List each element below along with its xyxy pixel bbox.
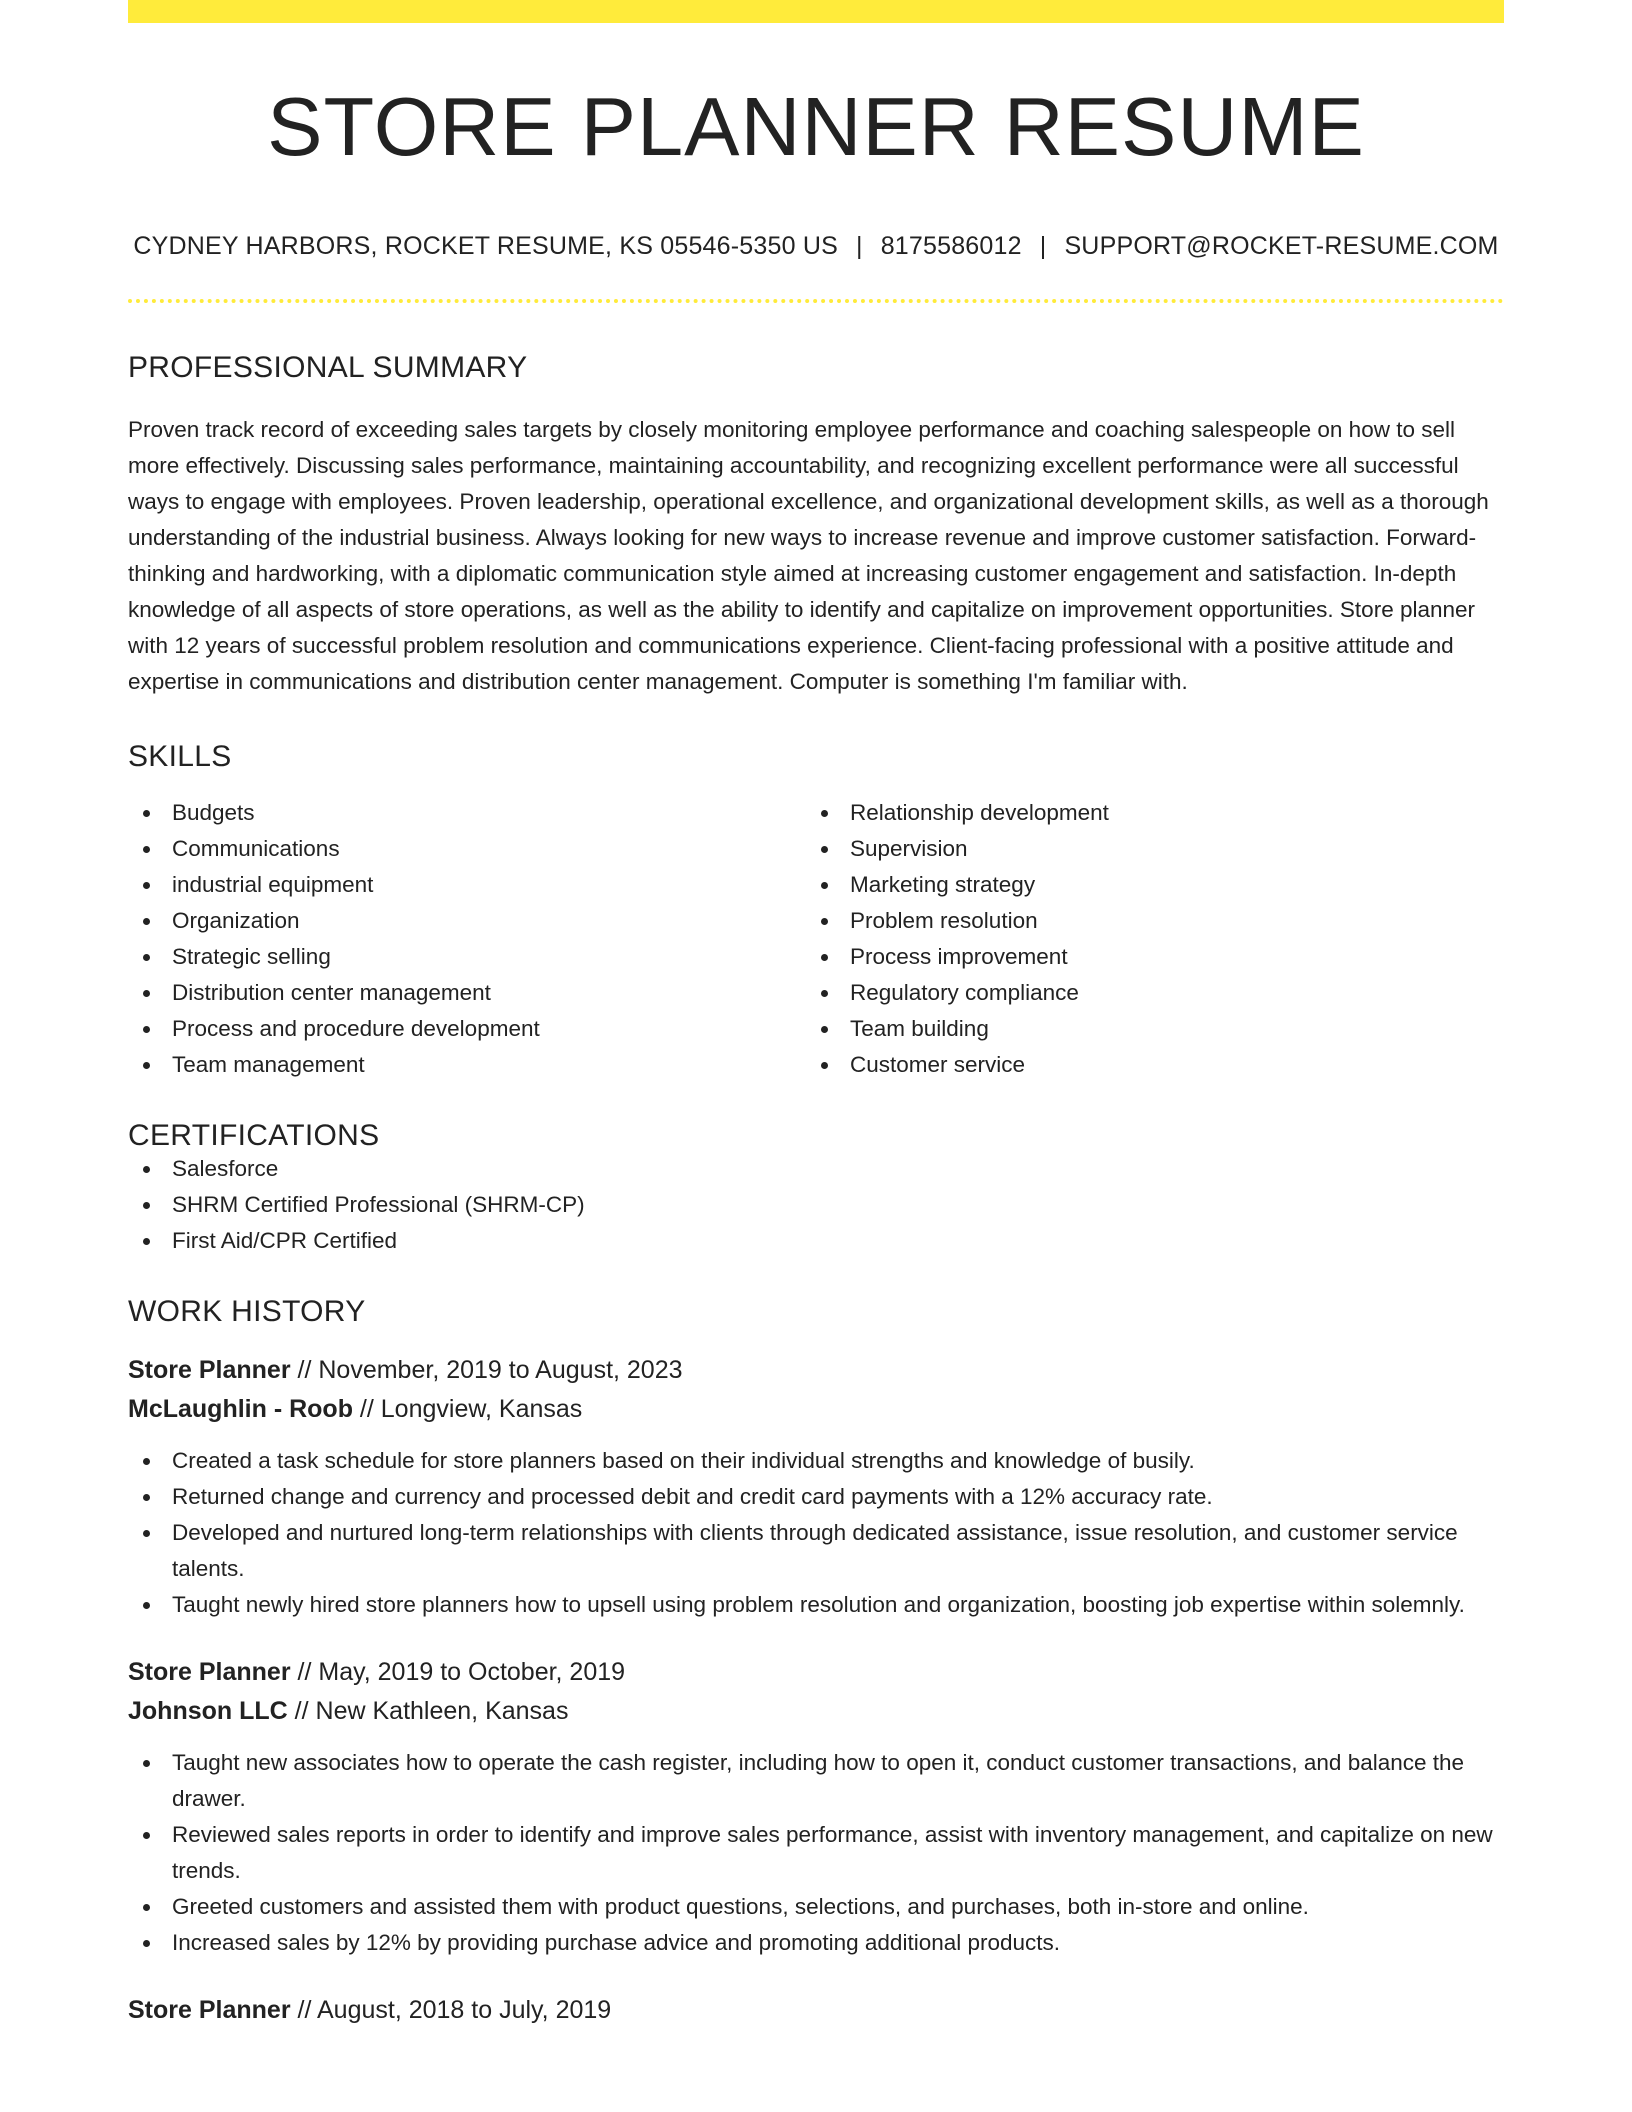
job-company: Johnson LLC: [128, 1697, 288, 1725]
skill-item: Customer service: [806, 1047, 1484, 1083]
job-dates: August, 2018 to July, 2019: [317, 1996, 612, 2024]
job-duties-list: [128, 1443, 1504, 1623]
skill-item: Budgets: [128, 795, 806, 831]
job-company: McLaughlin - Roob: [128, 1395, 353, 1423]
contact-phone: 8175586012: [880, 232, 1022, 260]
job-entry: [128, 1653, 1504, 1961]
job-duty-item: Taught newly hired store planners how to upsell using problem resolution and organization, boosting job expertise within solemnly.: [128, 1587, 1504, 1623]
summary-text: Proven track record of exceeding sales targets by closely monitoring employee performance and coaching salespeople on how to sell more effectively. Discussing sales performance, maintaining accountability, and recognizing excellent performance were all successful ways to engage with employees. Proven leadership, operational excellence, and organizational development skills, as well as a thorough understanding of the industrial business. Always looking for new ways to increase revenue and improve customer satisfaction. Forward-thinking and hardworking, with a diplomatic communication style aimed at increasing customer engagement and satisfaction. In-depth knowledge of all aspects of store operations, as well as the ability to identify and capitalize on improvement opportunities. Store planner with 12 years of successful problem resolution and communications experience. Client-facing professional with a positive attitude and expertise in communications and distribution center management. Computer is something I'm familiar with.: [128, 417, 1489, 694]
job-title-line: [128, 1653, 1504, 1692]
job-title: Store Planner: [128, 1356, 291, 1384]
dotted-divider: [128, 299, 1504, 303]
job-company-line: [128, 1692, 1504, 1731]
contact-address: CYDNEY HARBORS, ROCKET RESUME, KS 05546-5350 US: [133, 232, 838, 260]
skills-list-left: [128, 795, 806, 1083]
job-dates: November, 2019 to August, 2023: [318, 1356, 683, 1384]
job-title: Store Planner: [128, 1658, 291, 1686]
job-entry: [128, 1991, 1504, 2030]
job-title: Store Planner: [128, 1996, 291, 2024]
job-duties-list: [128, 1745, 1504, 1961]
job-location: Longview, Kansas: [380, 1395, 583, 1423]
job-separator: //: [294, 1697, 309, 1725]
certification-item: First Aid/CPR Certified: [128, 1223, 1504, 1259]
job-title-line: [128, 1991, 1504, 2030]
page-title: STORE PLANNER RESUME: [267, 80, 1365, 173]
contact-line: [128, 234, 1504, 259]
contact-separator: |: [1039, 232, 1047, 260]
job-duty-item: Taught new associates how to operate the cash register, including how to open it, conduct customer transactions, and balance the drawer.: [128, 1745, 1504, 1817]
resume-page: [128, 0, 1504, 2030]
job-separator: //: [359, 1395, 374, 1423]
skills-list-right: [806, 795, 1484, 1083]
skill-item: Problem resolution: [806, 903, 1484, 939]
skills-columns: [128, 795, 1504, 1083]
contact-separator: |: [855, 232, 863, 260]
summary-heading: PROFESSIONAL SUMMARY: [128, 351, 528, 384]
certifications-heading: CERTIFICATIONS: [128, 1119, 380, 1152]
skill-item: Distribution center management: [128, 975, 806, 1011]
skill-item: Communications: [128, 831, 806, 867]
skill-item: Strategic selling: [128, 939, 806, 975]
job-title-line: [128, 1351, 1504, 1390]
certifications-list: [128, 1151, 1504, 1259]
job-duty-item: Reviewed sales reports in order to identify and improve sales performance, assist with inventory management, and capitalize on new trends.: [128, 1817, 1504, 1889]
work-history-heading: WORK HISTORY: [128, 1295, 366, 1328]
job-duty-item: Developed and nurtured long-term relationships with clients through dedicated assistance, issue resolution, and customer service talents.: [128, 1515, 1504, 1587]
job-company-line: [128, 1390, 1504, 1429]
skill-item: Marketing strategy: [806, 867, 1484, 903]
skill-item: Process improvement: [806, 939, 1484, 975]
contact-email: SUPPORT@ROCKET-RESUME.COM: [1064, 232, 1499, 260]
skill-item: industrial equipment: [128, 867, 806, 903]
job-duty-item: Greeted customers and assisted them with product questions, selections, and purchases, both in-store and online.: [128, 1889, 1504, 1925]
skill-item: Organization: [128, 903, 806, 939]
job-separator: //: [297, 1356, 312, 1384]
certification-item: Salesforce: [128, 1151, 1504, 1187]
skill-item: Process and procedure development: [128, 1011, 806, 1047]
accent-top-bar: [128, 0, 1504, 23]
certification-item: SHRM Certified Professional (SHRM-CP): [128, 1187, 1504, 1223]
skill-item: Regulatory compliance: [806, 975, 1484, 1011]
job-duty-item: Returned change and currency and processed debit and credit card payments with a 12% accuracy rate.: [128, 1479, 1504, 1515]
skill-item: Supervision: [806, 831, 1484, 867]
job-duty-item: Increased sales by 12% by providing purchase advice and promoting additional products.: [128, 1925, 1504, 1961]
job-location: New Kathleen, Kansas: [315, 1697, 569, 1725]
job-separator: //: [297, 1996, 312, 2024]
job-separator: //: [297, 1658, 312, 1686]
skills-heading: SKILLS: [128, 740, 232, 773]
job-entry: [128, 1351, 1504, 1623]
skill-item: Team management: [128, 1047, 806, 1083]
skill-item: Team building: [806, 1011, 1484, 1047]
job-dates: May, 2019 to October, 2019: [318, 1658, 626, 1686]
skill-item: Relationship development: [806, 795, 1484, 831]
job-duty-item: Created a task schedule for store planners based on their individual strengths and knowledge of busily.: [128, 1443, 1504, 1479]
